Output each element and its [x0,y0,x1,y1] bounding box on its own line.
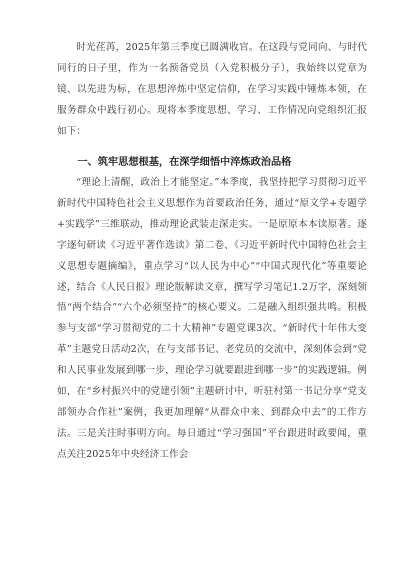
section-heading: 一、筑牢思想根基，在深学细悟中淬炼政治品格 [77,156,292,168]
document-body [57,38,367,466]
intro-paragraph: 时光荏苒，2025年第三季度已圆满收官。在这段与党同向、与时代同行的日子里，作为一名预备党员（入党积极分子），我始终以党章为镜、以先进为标，在思想淬炼中坚定信仰，在学习实践中锤炼本领，在服务群众中践行初心。现将本季度思想、学习、工作情况向党组织汇报如下： [57,42,367,137]
section-paragraph: “理论上清醒，政治上才能坚定。”本季度，我坚持把学习贯彻习近平新时代中国特色社会主义思想作为首要政治任务，通过“原文学+专题学+实践学”三维联动，推动理论武装走深走实。一是原原本本读原著。逐字逐句研读《习近平著作选读》第二卷、《习近平新时代中国特色社会主义思想专题摘编》，重点学习“以人民为中心”“中国式现代化”等重要论述，结合《人民日报》理论版解读文章，撰写学习笔记1.2万字，深刻领悟“两个结合”“六个必须坚持”的核心要义。二是融入组织强共鸣。积极参与支部“学习贯彻党的二十大精神”专题党课3次、“新时代十年伟大变革”主题党日活动2次，在与支部书记、老党员的交流中，深刻体会到“党和人民事业发展到哪一步，理论学习就要跟进到哪一步”的实践逻辑。例如，在“乡村振兴中的党建引领”主题研讨中，听驻村第一书记分享“党支部领办合作社”案例，我更加理解“从群众中来、到群众中去”的工作方法。三是关注时事明方向。每日通过“学习强国”平台跟进时政要闻，重点关注2025年中央经济工作会 [57,177,367,460]
